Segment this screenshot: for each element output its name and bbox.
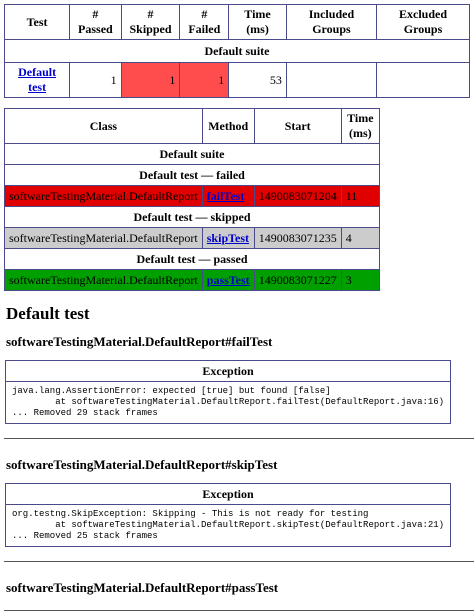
skipped-method-cell [202, 228, 254, 249]
passed-start: 1490083071227 [254, 270, 341, 291]
skip-exception-table [5, 483, 451, 547]
detail-header-row [5, 109, 380, 144]
header-class: Class [5, 109, 203, 144]
skip-method-heading: softwareTestingMaterial.DefaultReport#skipTest [6, 457, 278, 472]
skip-test-link[interactable]: skipTest [206, 230, 250, 245]
detail-suite-name: Default suite [5, 144, 380, 165]
failed-section-title: Default test — failed [5, 165, 380, 186]
fail-test-link[interactable]: failTest [206, 188, 245, 203]
failed-class: softwareTestingMaterial.DefaultReport [5, 186, 203, 207]
failed-count: 1 [180, 63, 229, 98]
passed-section-title: Default test — passed [5, 249, 380, 270]
fail-exception-trace: java.lang.AssertionError: expected [true] but found [false] at softwareTestingMaterial.DefaultReport.failTest(DefaultReport.java:16) ... Removed 29 stack frames [6, 382, 451, 424]
header-time: Time (ms) [229, 5, 287, 40]
header-passed: # Passed [70, 5, 121, 40]
summary-header-row [5, 5, 470, 40]
header-time-ms: Time (ms) [341, 109, 379, 144]
detail-suite-row [5, 144, 380, 165]
included-groups [286, 63, 376, 98]
passed-class: softwareTestingMaterial.DefaultReport [5, 270, 203, 291]
passed-section-row [5, 249, 380, 270]
summary-suite-row [5, 40, 470, 63]
header-skipped: # Skipped [121, 5, 180, 40]
failed-method-row [5, 186, 380, 207]
divider [4, 561, 474, 562]
fail-method-heading: softwareTestingMaterial.DefaultReport#failTest [6, 334, 273, 349]
exception-header: Exception [6, 361, 451, 382]
header-method: Method [202, 109, 254, 144]
summary-suite-name: Default suite [5, 40, 470, 63]
skipped-time: 4 [341, 228, 379, 249]
passed-time: 3 [341, 270, 379, 291]
header-failed: # Failed [180, 5, 229, 40]
skipped-method-row [5, 228, 380, 249]
time-ms: 53 [229, 63, 287, 98]
failed-method-cell [202, 186, 254, 207]
skipped-section-row [5, 207, 380, 228]
fail-exception-table [5, 360, 451, 424]
failed-start: 1490083071204 [254, 186, 341, 207]
header-excluded-groups: Excluded Groups [377, 5, 470, 40]
header-start: Start [254, 109, 341, 144]
skip-exception-trace: org.testng.SkipException: Skipping - This is not ready for testing at softwareTestingMaterial.DefaultReport.skipTest(DefaultReport.java:21) ... Removed 25 stack frames [6, 505, 451, 547]
pass-method-heading: softwareTestingMaterial.DefaultReport#passTest [6, 580, 279, 595]
excluded-groups [377, 63, 470, 98]
summary-test-cell [5, 63, 70, 98]
summary-test-row [5, 63, 470, 98]
skipped-section-title: Default test — skipped [5, 207, 380, 228]
skipped-start: 1490083071235 [254, 228, 341, 249]
exception-header: Exception [6, 484, 451, 505]
method-detail-table [4, 108, 380, 291]
passed-count: 1 [70, 63, 121, 98]
summary-table [4, 4, 470, 98]
default-test-link[interactable]: Default test [18, 65, 57, 94]
header-test: Test [5, 5, 70, 40]
passed-method-row [5, 270, 380, 291]
header-included-groups: Included Groups [286, 5, 376, 40]
skipped-class: softwareTestingMaterial.DefaultReport [5, 228, 203, 249]
failed-time: 11 [341, 186, 379, 207]
skipped-count: 1 [121, 63, 180, 98]
test-section-title: Default test [6, 304, 90, 323]
failed-section-row [5, 165, 380, 186]
pass-test-link[interactable]: passTest [206, 272, 250, 287]
divider [4, 438, 474, 439]
passed-method-cell [202, 270, 254, 291]
